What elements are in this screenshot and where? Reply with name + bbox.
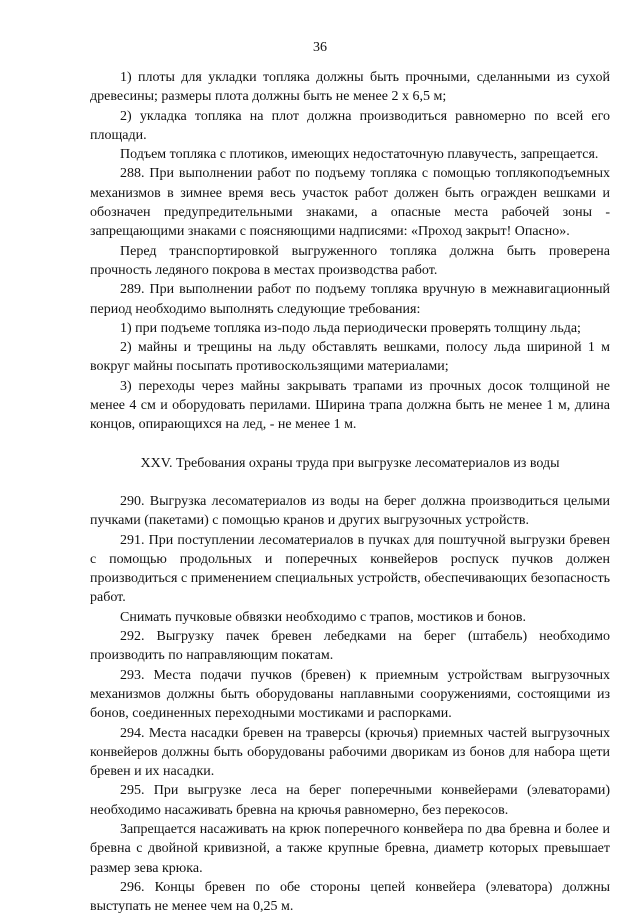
- paragraph: Перед транспортировкой выгруженного топляка должна быть проверена прочность ледяного покрова в местах производства работ.: [90, 243, 610, 278]
- paragraph: 3) переходы через майны закрывать трапами из прочных досок толщиной не менее 4 см и оборудовать перилами. Ширина трапа должна быть не менее 1 м, длина концов, опирающихся на лед, - не менее 1 м.: [90, 378, 610, 433]
- section-heading: XXV. Требования охраны труда при выгрузке лесоматериалов из воды: [140, 455, 560, 471]
- paragraph: 296. Концы бревен по обе стороны цепей конвейера (элеватора) должны выступать не менее чем на 0,25 м.: [90, 879, 610, 915]
- paragraph: 1) при подъеме топляка из-подо льда периодически проверять толщину льда;: [120, 320, 581, 336]
- document-body: [90, 68, 610, 916]
- paragraph: 288. При выполнении работ по подъему топляка с помощью топлякоподъемных механизмов в зимнее время весь участок работ должен быть огражден вешками и обозначен предупредительными знаками, а опасные места рабочей зоны - запрещающими знаками с поясняющими надписями: «Проход закрыт! Опасно».: [90, 166, 610, 240]
- paragraph: 295. При выгрузке леса на берег поперечными конвейерами (элеваторами) необходимо насаживать бревна на крючья равномерно, без перекосов.: [90, 783, 610, 818]
- paragraph: 1) плоты для укладки топляка должны быть прочными, сделанными из сухой древесины; размеры плота должны быть не менее 2 х 6,5 м;: [90, 70, 610, 105]
- paragraph: 289. При выполнении работ по подъему топляка вручную в межнавигационный период необходимо выполнять следующие требования:: [90, 282, 610, 317]
- paragraph: 2) укладка топляка на плот должна производиться равномерно по всей его площади.: [90, 108, 610, 143]
- paragraph: 292. Выгрузку пачек бревен лебедками на берег (штабель) необходимо производить по направляющим покатам.: [90, 629, 610, 664]
- paragraph: Подъем топляка с плотиков, имеющих недостаточную плавучесть, запрещается.: [120, 147, 599, 163]
- paragraph: 2) майны и трещины на льду обставлять вешками, полосу льда шириной 1 м вокруг майны посыпать противоскользящими материалами;: [90, 340, 610, 375]
- paragraph: 291. При поступлении лесоматериалов в пучках для поштучной выгрузки бревен с помощью продольных и поперечных конвейеров роспуск пучков должен производиться с применением специальных устройств, обеспечивающих безопасность работ.: [90, 532, 610, 606]
- page-number: 36: [313, 40, 327, 55]
- paragraph: Снимать пучковые обвязки необходимо с трапов, мостиков и бонов.: [120, 609, 527, 625]
- paragraph: 293. Места подачи пучков (бревен) к приемным устройствам выгрузочных механизмов должны быть оборудованы наплавными сооружениями, состоящими из бонов, соединенных переходными мостиками и распорками.: [90, 667, 610, 722]
- paragraph: 294. Места насадки бревен на траверсы (крючья) приемных частей выгрузочных конвейеров должны быть оборудованы рабочими дворикам из бонов для набора щети бревен и их насадки.: [90, 725, 610, 780]
- paragraph: 290. Выгрузка лесоматериалов из воды на берег должна производиться целыми пучками (пакетами) с помощью кранов и других выгрузочных устройств.: [90, 493, 610, 529]
- paragraph: Запрещается насаживать на крюк поперечного конвейера по два бревна и более и бревна с двойной кривизной, а также крупные бревна, диаметр которых превышает размер зева крюка.: [90, 821, 610, 876]
